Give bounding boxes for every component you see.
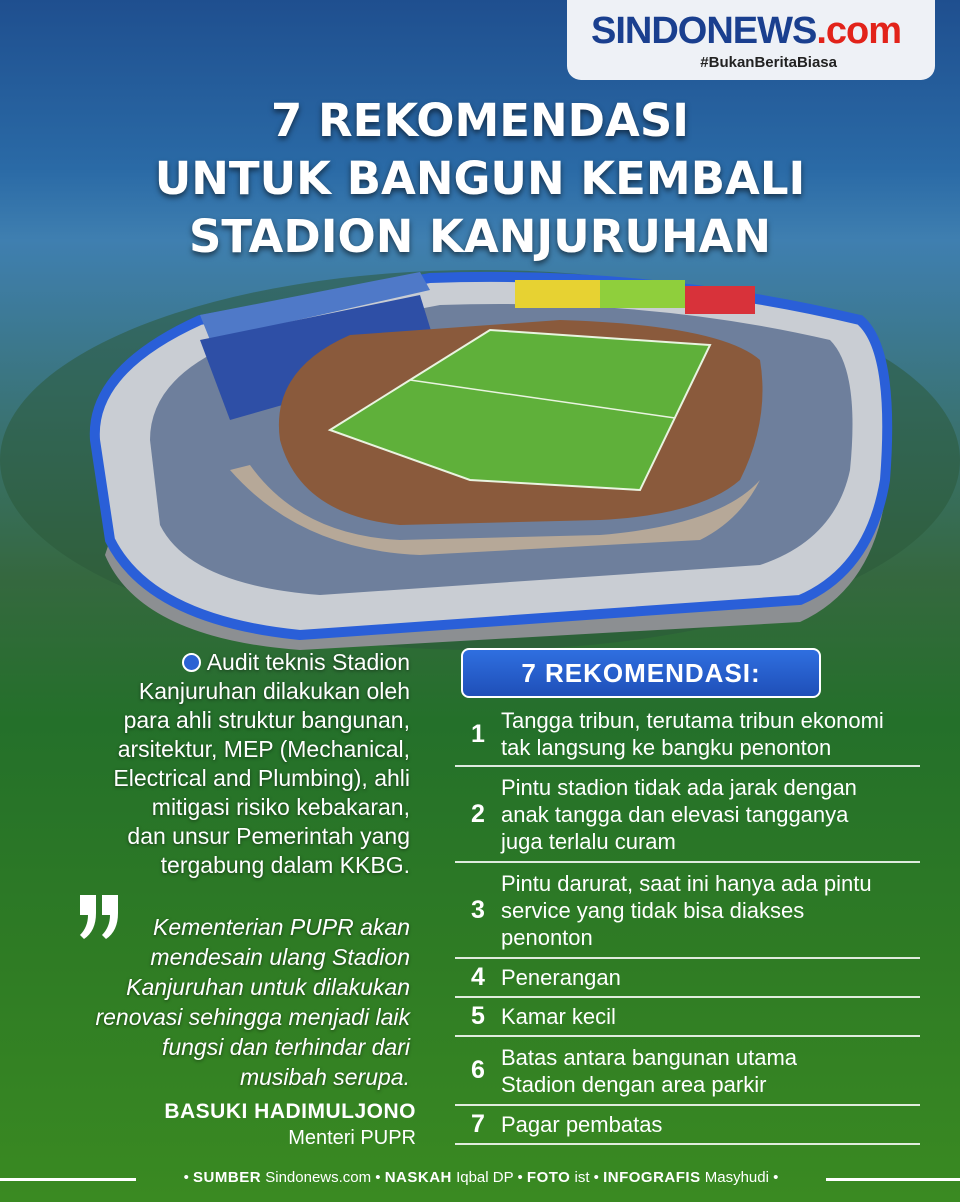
stadium-illustration: [0, 250, 960, 650]
footer-naskah-value: Iqbal DP: [456, 1169, 514, 1186]
quote-line-3: Kanjuruhan untuk dilakukan: [126, 974, 410, 1000]
recommendation-text: Kamar kecil: [501, 1004, 616, 1029]
title-line-2: UNTUK BANGUN KEMBALI: [154, 152, 806, 205]
audit-description: [40, 648, 410, 880]
footer-divider-right: [826, 1178, 960, 1181]
footer-divider-left: [0, 1178, 136, 1181]
recommendation-item: [455, 767, 920, 863]
recommendation-item: [455, 703, 920, 767]
desc-line-1: Audit teknis Stadion: [40, 648, 410, 677]
recommendation-number: 7: [471, 1110, 485, 1138]
footer-sumber-value: Sindonews.com: [265, 1169, 372, 1186]
footer-naskah-label: NASKAH: [384, 1169, 452, 1186]
desc-line-2: Kanjuruhan dilakukan oleh: [138, 678, 410, 704]
footer-foto-label: FOTO: [526, 1169, 571, 1186]
recommendation-item: [455, 863, 920, 959]
footer-foto-value: ist: [574, 1169, 590, 1186]
quote-line-5: fungsi dan terhindar dari: [161, 1034, 410, 1060]
footer-infografis-value: Masyhudi: [704, 1169, 769, 1186]
bullet-dot-icon: [182, 653, 201, 672]
recommendation-number: 4: [471, 963, 485, 991]
quote-line-2: mendesain ulang Stadion: [150, 944, 410, 970]
quote-text: [30, 912, 410, 1092]
recommendation-text: Pagar pembatas: [501, 1112, 663, 1137]
footer-infografis-label: INFOGRAFIS: [603, 1169, 701, 1186]
desc-line-6: mitigasi risiko kebakaran,: [151, 794, 410, 820]
quote-author: BASUKI HADIMULJONO: [164, 1100, 416, 1123]
recommendations-header: 7 REKOMENDASI:: [461, 648, 821, 698]
page-title: [0, 92, 960, 266]
desc-line-7: dan unsur Pemerintah yang: [127, 823, 410, 849]
desc-line-8: tergabung dalam KKBG.: [160, 852, 410, 878]
logo-main: SINDONEWS: [591, 10, 817, 52]
brand-logo-box: [567, 0, 935, 80]
recommendation-number: 1: [471, 719, 485, 748]
quote-line-6: musibah serupa.: [239, 1064, 410, 1090]
recommendations-list: [455, 703, 920, 1145]
recommendation-text: Pintu stadion tidak ada jarak dengan anak tangga dan elevasi tangganya juga terlalu curam: [501, 774, 857, 854]
desc-line-4: arsitektur, MEP (Mechanical,: [117, 736, 410, 762]
quote-author-role: Menteri PUPR: [288, 1127, 416, 1149]
footer-sumber-label: SUMBER: [193, 1169, 262, 1186]
recommendation-number: 2: [471, 799, 485, 828]
recommendation-number: 6: [471, 1056, 485, 1084]
recommendation-item: [455, 959, 920, 998]
recommendation-item: [455, 1106, 920, 1145]
logo-suffix: .com: [816, 10, 902, 52]
recommendation-text: Penerangan: [501, 965, 621, 990]
recommendation-text: Batas antara bangunan utama Stadion dengan area parkir: [501, 1044, 798, 1097]
recommendation-text: Tangga tribun, terutama tribun ekonomi tak langsung ke bangku penonton: [501, 708, 884, 760]
brand-tagline: #BukanBeritaBiasa: [700, 54, 837, 71]
recommendation-item: [455, 998, 920, 1037]
quote-line-1: Kementerian PUPR akan: [153, 914, 410, 940]
recommendation-text: Pintu darurat, saat ini hanya ada pintu service yang tidak bisa diakses penonton: [501, 870, 872, 950]
brand-logo: [591, 10, 901, 53]
desc-line-5: Electrical and Plumbing), ahli: [113, 765, 410, 791]
quote-line-4: renovasi sehingga menjadi laik: [95, 1004, 410, 1030]
recommendation-item: [455, 1037, 920, 1106]
recommendation-number: 5: [471, 1002, 485, 1030]
desc-line-3: para ahli struktur bangunan,: [123, 707, 410, 733]
title-line-1: 7 REKOMENDASI: [271, 94, 689, 147]
recommendation-number: 3: [471, 895, 485, 924]
footer-credits: • SUMBER Sindonews.com • NASKAH Iqbal DP • FOTO ist • INFOGRAFIS Masyhudi •: [183, 1169, 779, 1186]
title-line-3: STADION KANJURUHAN: [188, 210, 772, 263]
